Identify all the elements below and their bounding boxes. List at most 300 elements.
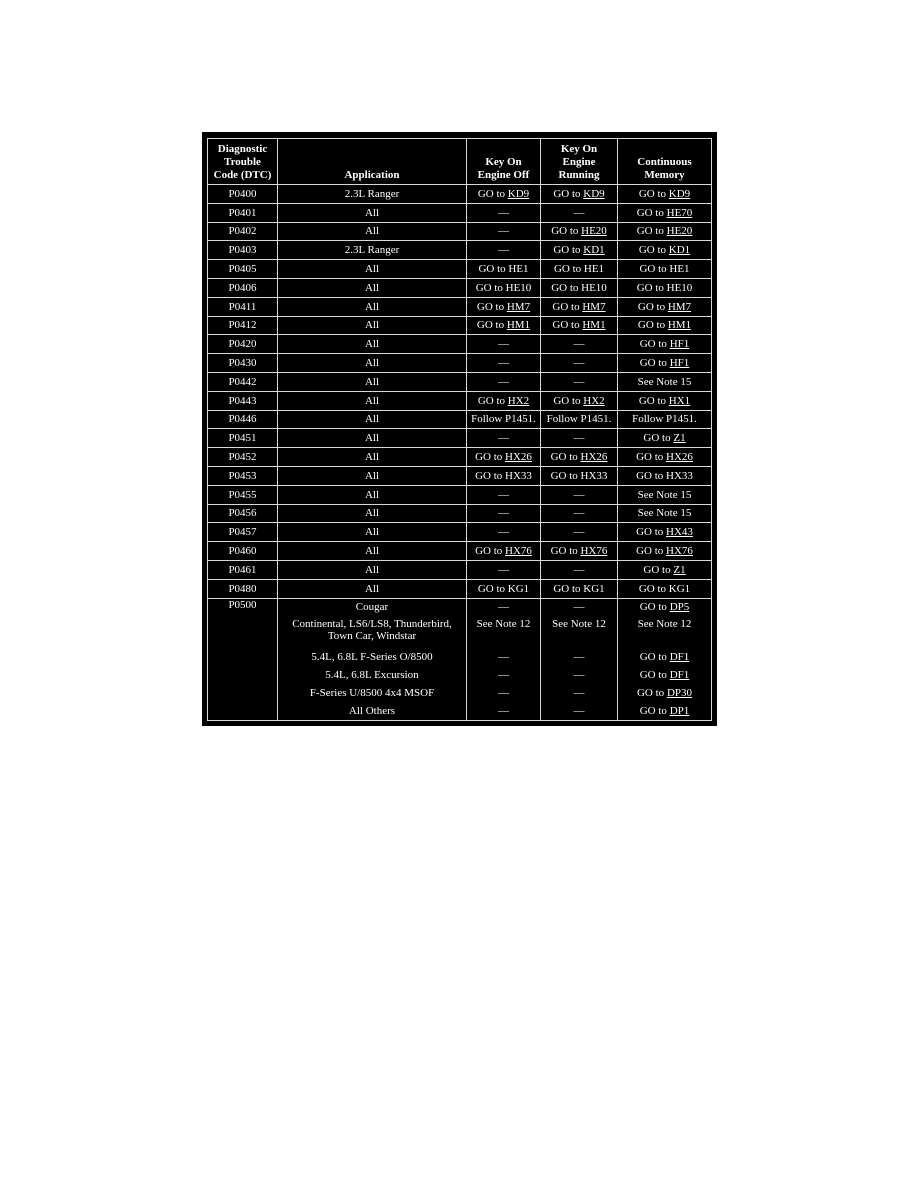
cm-cell	[618, 410, 712, 429]
koer-cell	[541, 297, 618, 316]
cm-cell	[618, 203, 712, 222]
cm-text: GO to HX33	[636, 469, 693, 482]
cm-cell	[618, 354, 712, 373]
koeo-text: GO to	[475, 451, 506, 464]
cm-link[interactable]: HM7	[667, 300, 692, 313]
dtc-code-cell: P0406	[208, 278, 278, 297]
cm-link[interactable]: KD9	[668, 187, 691, 200]
koeo-text: GO to HX33	[475, 469, 532, 482]
cm-cell	[618, 260, 712, 279]
dtc-table	[207, 138, 712, 721]
koeo-cell	[467, 560, 541, 579]
koeo-cell	[467, 241, 541, 260]
dtc-table-panel	[202, 132, 717, 726]
cm-cell	[618, 372, 712, 391]
koeo-cell	[467, 203, 541, 222]
koeo-text: —	[498, 488, 509, 501]
table-row	[208, 241, 712, 260]
table-row	[208, 542, 712, 561]
koeo-cell	[467, 684, 541, 702]
application-line: Town Car, Windstar	[327, 630, 417, 643]
koer-text: —	[573, 601, 585, 614]
koeo-text: GO to KG1	[477, 582, 530, 595]
header-dtc-line3: Code (DTC)	[213, 169, 272, 181]
koer-text: GO to	[553, 244, 584, 257]
table-row	[208, 523, 712, 542]
cm-text: Follow P1451.	[632, 413, 697, 426]
cm-text: GO to	[639, 357, 670, 370]
cm-text: GO to	[638, 394, 669, 407]
koeo-link[interactable]: HM1	[506, 319, 531, 332]
cm-text: GO to	[636, 545, 667, 558]
dtc-code-cell: P0456	[208, 504, 278, 523]
header-dtc	[208, 139, 278, 185]
koeo-text: See Note 12	[476, 618, 531, 631]
koer-cell	[541, 203, 618, 222]
cm-link[interactable]: HF1	[669, 357, 690, 370]
cm-text: See Note 12	[637, 618, 692, 631]
koer-cell	[541, 523, 618, 542]
koer-link[interactable]: KD9	[583, 187, 605, 200]
dtc-code-cell: P0452	[208, 448, 278, 467]
koer-cell	[541, 466, 618, 485]
cm-text: GO to	[636, 206, 667, 219]
koer-cell	[541, 684, 618, 702]
koer-text: GO to	[552, 319, 583, 332]
application-cell: 5.4L, 6.8L Excursion	[278, 666, 467, 684]
koeo-link[interactable]: KD9	[507, 187, 530, 200]
koer-text: —	[573, 375, 585, 388]
cm-text: GO to	[636, 686, 667, 699]
koer-cell	[541, 354, 618, 373]
koeo-cell	[467, 648, 541, 666]
cm-cell	[618, 648, 712, 666]
dtc-code-cell: P0451	[208, 429, 278, 448]
dtc-code-cell: P0443	[208, 391, 278, 410]
application-cell: All	[278, 560, 467, 579]
cm-link[interactable]: Z1	[673, 563, 686, 576]
application-cell: All	[278, 410, 467, 429]
cm-text: GO to	[643, 563, 674, 576]
table-row	[208, 260, 712, 279]
table-row	[208, 429, 712, 448]
koer-text: GO to KG1	[553, 582, 605, 595]
koeo-cell	[467, 466, 541, 485]
cm-text: GO to	[639, 651, 670, 664]
koer-cell	[541, 429, 618, 448]
table-row	[208, 335, 712, 354]
dtc-code-cell: P0405	[208, 260, 278, 279]
koer-text: —	[573, 488, 585, 501]
koeo-cell	[467, 354, 541, 373]
table-row	[208, 278, 712, 297]
koer-cell	[541, 335, 618, 354]
koeo-text: —	[498, 669, 509, 682]
koeo-cell	[467, 410, 541, 429]
koeo-cell	[467, 222, 541, 241]
cm-cell	[618, 316, 712, 335]
table-row	[208, 203, 712, 222]
application-cell: 2.3L Ranger	[278, 185, 467, 204]
header-koer-line1: Key On	[560, 143, 598, 155]
cm-link[interactable]: DP1	[669, 704, 690, 717]
dtc-code-cell: P0411	[208, 297, 278, 316]
koer-text: GO to HX33	[550, 469, 608, 482]
cm-text: See Note 15	[637, 375, 692, 388]
table-header-row	[208, 139, 712, 185]
koeo-text: GO to	[477, 187, 508, 200]
application-cell: All	[278, 297, 467, 316]
cm-link[interactable]: HX26	[666, 451, 693, 464]
application-cell: All	[278, 391, 467, 410]
header-koeo-line1: Key On	[485, 156, 522, 168]
application-cell: All	[278, 260, 467, 279]
cm-cell	[618, 466, 712, 485]
cm-text: GO to	[639, 338, 670, 351]
koeo-cell	[467, 316, 541, 335]
koeo-cell	[467, 429, 541, 448]
cm-text: GO to	[638, 187, 669, 200]
koer-text: GO to	[551, 225, 582, 238]
dtc-code-cell: P0461	[208, 560, 278, 579]
koer-text: —	[573, 338, 585, 351]
koer-cell	[541, 260, 618, 279]
header-koer	[541, 139, 618, 185]
table-row	[208, 448, 712, 467]
koer-cell	[541, 485, 618, 504]
koer-text: GO to HE1	[553, 263, 605, 276]
koer-link[interactable]: HX26	[580, 451, 608, 464]
cm-cell	[618, 504, 712, 523]
table-row	[208, 372, 712, 391]
dtc-code-cell: P0403	[208, 241, 278, 260]
table-row	[208, 297, 712, 316]
table-row	[208, 666, 712, 684]
cm-link[interactable]: HX1	[668, 394, 691, 407]
koer-text: GO to	[552, 300, 583, 313]
cm-text: GO to	[643, 432, 674, 445]
koer-link[interactable]: HE20	[581, 225, 607, 238]
cm-text: GO to	[639, 601, 670, 614]
dtc-code-cell: P0400	[208, 185, 278, 204]
koeo-cell	[467, 523, 541, 542]
table-row	[208, 702, 712, 720]
application-cell: All	[278, 523, 467, 542]
dtc-code-cell: P0401	[208, 203, 278, 222]
table-row	[208, 560, 712, 579]
table-row	[208, 391, 712, 410]
dtc-code-cell: P0455	[208, 485, 278, 504]
koeo-text: —	[498, 244, 509, 257]
koer-text: GO to	[553, 394, 584, 407]
koeo-cell	[467, 666, 541, 684]
cm-text: GO to	[636, 451, 667, 464]
cm-text: GO to HE10	[636, 281, 693, 294]
koer-text: Follow P1451.	[546, 413, 612, 426]
dtc-code-cell: P0500	[208, 598, 278, 720]
koeo-link[interactable]: HX26	[505, 451, 532, 464]
koer-text: —	[573, 686, 585, 699]
cm-link[interactable]: HF1	[669, 338, 690, 351]
cm-text: GO to	[637, 300, 668, 313]
cm-link[interactable]: HE70	[666, 206, 693, 219]
cm-cell	[618, 222, 712, 241]
cm-cell	[618, 485, 712, 504]
koeo-text: —	[498, 526, 509, 539]
cm-text: GO to KG1	[638, 582, 691, 595]
application-cell: Cougar	[278, 598, 467, 616]
koeo-cell	[467, 504, 541, 523]
koeo-link[interactable]: HM7	[506, 300, 531, 313]
koer-cell	[541, 560, 618, 579]
koer-text: —	[573, 651, 585, 664]
koer-text: —	[573, 704, 585, 717]
cm-cell	[618, 335, 712, 354]
koeo-cell	[467, 542, 541, 561]
header-dtc-line1: Diagnostic	[217, 143, 268, 155]
koer-cell	[541, 391, 618, 410]
koeo-cell	[467, 260, 541, 279]
cm-cell	[618, 702, 712, 720]
koer-text: GO to	[553, 187, 584, 200]
cm-text: See Note 15	[637, 488, 692, 501]
dtc-code-cell: P0420	[208, 335, 278, 354]
koer-link[interactable]: HX2	[583, 394, 605, 407]
dtc-code-cell: P0480	[208, 579, 278, 598]
cm-link[interactable]: DF1	[669, 651, 690, 664]
application-cell: All	[278, 485, 467, 504]
header-cm-line2: Memory	[644, 169, 685, 181]
cm-link[interactable]: HX76	[666, 545, 693, 558]
application-cell: All	[278, 504, 467, 523]
koeo-text: GO to	[476, 300, 507, 313]
koer-cell	[541, 598, 618, 616]
table-body	[208, 185, 712, 721]
table-row	[208, 316, 712, 335]
cm-cell	[618, 278, 712, 297]
table-row	[208, 354, 712, 373]
table-row	[208, 504, 712, 523]
dtc-code-cell: P0446	[208, 410, 278, 429]
koeo-cell	[467, 372, 541, 391]
cm-cell	[618, 391, 712, 410]
dtc-code-cell: P0457	[208, 523, 278, 542]
koeo-text: —	[498, 206, 509, 219]
koeo-link[interactable]: HX76	[505, 545, 532, 558]
header-koeo	[467, 139, 541, 185]
koer-cell	[541, 504, 618, 523]
application-cell: All	[278, 354, 467, 373]
koeo-text: —	[498, 563, 509, 576]
header-application: Application	[278, 139, 467, 185]
koer-text: —	[573, 507, 585, 520]
koeo-text: —	[498, 601, 509, 614]
koeo-text: GO to	[475, 545, 506, 558]
koer-cell	[541, 185, 618, 204]
application-cell: 5.4L, 6.8L F-Series O/8500	[278, 648, 467, 666]
application-cell: All	[278, 222, 467, 241]
dtc-code-cell: P0430	[208, 354, 278, 373]
koer-text: —	[573, 432, 585, 445]
cm-cell	[618, 666, 712, 684]
koer-cell	[541, 616, 618, 648]
cm-cell	[618, 523, 712, 542]
table-row	[208, 616, 712, 648]
cm-cell	[618, 542, 712, 561]
cm-cell	[618, 448, 712, 467]
koer-link[interactable]: HM1	[582, 319, 606, 332]
koeo-cell	[467, 702, 541, 720]
header-koeo-line2: Engine Off	[477, 169, 530, 181]
cm-link[interactable]: HE20	[666, 225, 693, 238]
cm-text: GO to	[636, 225, 667, 238]
dtc-code-cell: P0442	[208, 372, 278, 391]
application-cell: All	[278, 448, 467, 467]
koeo-text: —	[498, 225, 509, 238]
application-cell: All	[278, 429, 467, 448]
application-cell: All	[278, 203, 467, 222]
header-koer-line3: Running	[558, 169, 600, 181]
koeo-cell	[467, 185, 541, 204]
cm-cell	[618, 598, 712, 616]
cm-text: GO to HE1	[639, 263, 690, 276]
table-row	[208, 648, 712, 666]
koeo-text: —	[498, 686, 509, 699]
application-cell: F-Series U/8500 4x4 MSOF	[278, 684, 467, 702]
cm-cell	[618, 429, 712, 448]
application-cell: All	[278, 372, 467, 391]
koer-link[interactable]: HX76	[580, 545, 608, 558]
koer-text: GO to	[550, 545, 581, 558]
application-cell: 2.3L Ranger	[278, 241, 467, 260]
cm-cell	[618, 560, 712, 579]
header-koer-line2: Engine	[562, 156, 596, 168]
table-row	[208, 579, 712, 598]
koer-text: —	[573, 526, 585, 539]
cm-text: GO to	[636, 526, 667, 539]
koer-cell	[541, 448, 618, 467]
cm-link[interactable]: DF1	[669, 669, 690, 682]
cm-cell	[618, 297, 712, 316]
koer-text: See Note 12	[552, 618, 606, 631]
koeo-link[interactable]: HX2	[507, 394, 530, 407]
koeo-cell	[467, 616, 541, 648]
application-cell: All	[278, 335, 467, 354]
cm-cell	[618, 241, 712, 260]
koer-cell	[541, 316, 618, 335]
table-row	[208, 485, 712, 504]
application-cell: All	[278, 579, 467, 598]
cm-link[interactable]: HM1	[667, 319, 692, 332]
application-cell: All	[278, 466, 467, 485]
koer-cell	[541, 666, 618, 684]
application-line: Continental, LS6/LS8, Thunderbird,	[292, 618, 452, 631]
table-row	[208, 410, 712, 429]
dtc-code-cell: P0412	[208, 316, 278, 335]
cm-link[interactable]: DP30	[666, 686, 692, 699]
koeo-text: —	[498, 704, 509, 717]
koer-cell	[541, 241, 618, 260]
cm-cell	[618, 616, 712, 648]
application-cell: All	[278, 542, 467, 561]
koeo-text: —	[498, 375, 509, 388]
cm-cell	[618, 579, 712, 598]
cm-text: GO to	[637, 319, 668, 332]
cm-link[interactable]: KD1	[668, 244, 691, 257]
koer-cell	[541, 579, 618, 598]
application-cell: All	[278, 278, 467, 297]
table-row	[208, 598, 712, 616]
table-row	[208, 222, 712, 241]
koer-text: —	[573, 357, 585, 370]
koer-cell	[541, 702, 618, 720]
koeo-cell	[467, 485, 541, 504]
koeo-text: Follow P1451.	[471, 413, 536, 426]
dtc-code-cell: P0460	[208, 542, 278, 561]
koer-text: —	[573, 563, 585, 576]
koer-cell	[541, 648, 618, 666]
koeo-cell	[467, 598, 541, 616]
header-continuous-memory	[618, 139, 712, 185]
header-dtc-line2: Trouble	[224, 156, 261, 168]
koeo-text: GO to	[476, 319, 507, 332]
dtc-code-cell: P0453	[208, 466, 278, 485]
koer-cell	[541, 372, 618, 391]
cm-link[interactable]: DP5	[669, 601, 690, 614]
cm-cell	[618, 684, 712, 702]
table-row	[208, 185, 712, 204]
cm-cell	[618, 185, 712, 204]
application-cell: All Others	[278, 702, 467, 720]
koer-link[interactable]: HM7	[582, 300, 606, 313]
koeo-cell	[467, 278, 541, 297]
koeo-cell	[467, 391, 541, 410]
koeo-text: GO to	[477, 394, 508, 407]
table-row	[208, 466, 712, 485]
koer-link[interactable]: KD1	[583, 244, 605, 257]
koer-cell	[541, 278, 618, 297]
koer-cell	[541, 222, 618, 241]
cm-link[interactable]: Z1	[673, 432, 686, 445]
application-cell: All	[278, 316, 467, 335]
koeo-cell	[467, 448, 541, 467]
dtc-code-cell: P0402	[208, 222, 278, 241]
koeo-text: —	[498, 507, 509, 520]
cm-text: See Note 15	[637, 507, 692, 520]
koeo-text: —	[498, 651, 509, 664]
koeo-cell	[467, 297, 541, 316]
koeo-text: GO to HE1	[478, 263, 529, 276]
cm-text: GO to	[639, 669, 670, 682]
koer-text: GO to HE10	[551, 281, 607, 294]
koer-cell	[541, 542, 618, 561]
koeo-text: —	[498, 432, 509, 445]
header-cm-line1: Continuous	[637, 156, 692, 168]
koer-text: GO to	[550, 451, 581, 464]
application-cell	[278, 616, 467, 648]
koeo-text: —	[498, 357, 509, 370]
cm-text: GO to	[638, 244, 669, 257]
koeo-text: GO to HE10	[475, 281, 532, 294]
koeo-text: —	[498, 338, 509, 351]
cm-text: GO to	[639, 704, 670, 717]
koeo-cell	[467, 579, 541, 598]
koer-text: —	[573, 669, 585, 682]
koer-text: —	[573, 206, 585, 219]
table-row	[208, 684, 712, 702]
cm-link[interactable]: HX43	[666, 526, 693, 539]
koeo-cell	[467, 335, 541, 354]
